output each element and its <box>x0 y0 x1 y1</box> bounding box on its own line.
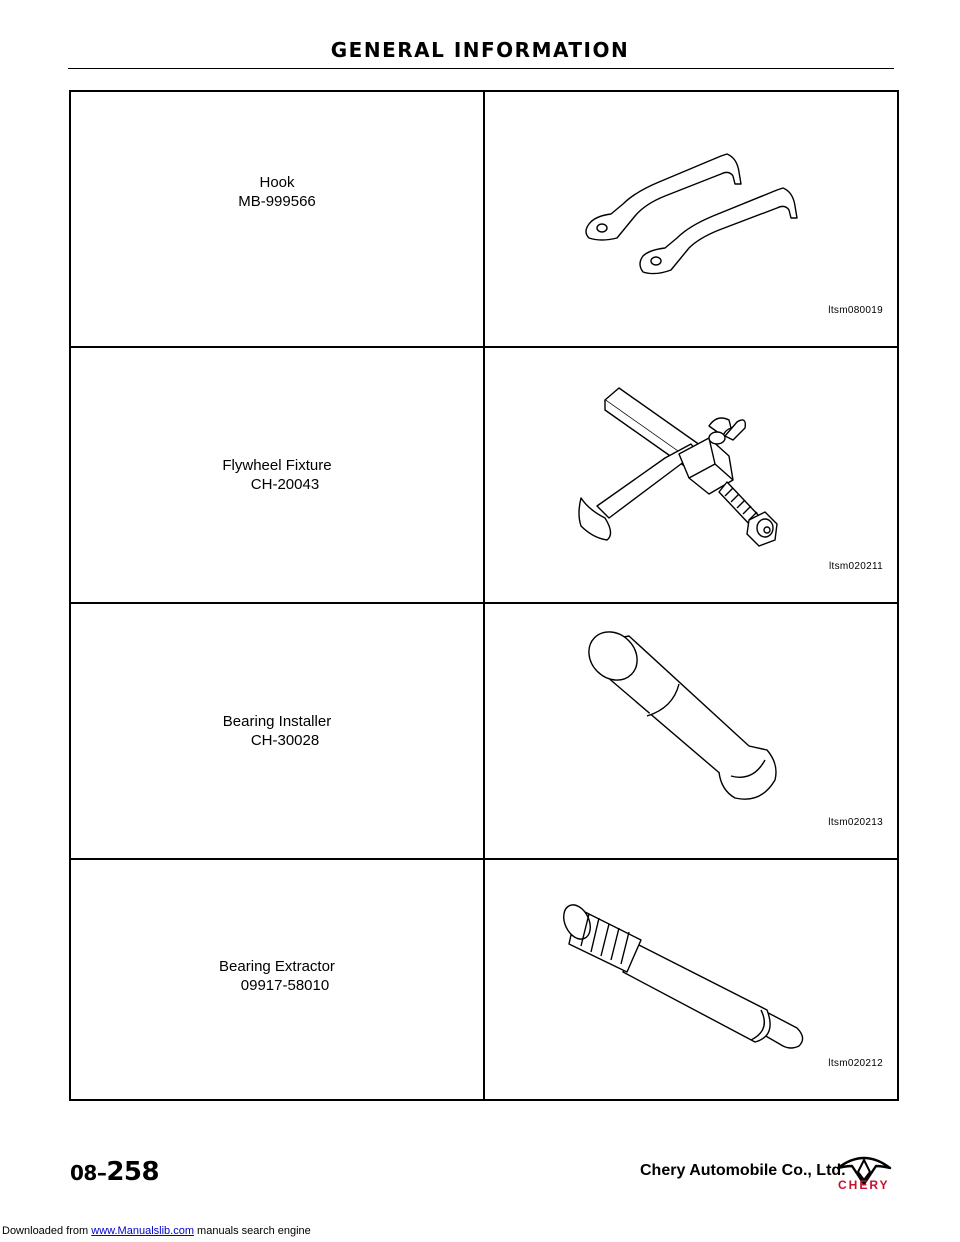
figure-id: ltsm080019 <box>828 305 883 316</box>
page-number <box>70 1157 159 1187</box>
chery-logo <box>832 1150 896 1199</box>
tool-label <box>219 957 335 995</box>
download-tagline: manuals search engine <box>197 1225 311 1237</box>
tool-image-cell <box>484 347 898 603</box>
tool-name-cell <box>70 603 484 859</box>
tool-name-cell <box>70 347 484 603</box>
title-divider <box>68 68 894 69</box>
tool-code: CH-20043 <box>250 476 320 493</box>
table-row <box>70 347 898 603</box>
tool-image-cell <box>484 603 898 859</box>
table-row <box>70 603 898 859</box>
download-prefix: Downloaded from <box>2 1225 89 1237</box>
special-tools-table <box>69 90 899 1101</box>
section-title: GENERAL INFORMATION <box>330 38 630 62</box>
tool-code: MB-999566 <box>238 193 316 210</box>
figure-id: ltsm020211 <box>829 561 883 572</box>
company-name: Chery Automobile Co., Ltd. <box>640 1162 846 1179</box>
tool-name-cell <box>70 859 484 1100</box>
tool-label <box>222 456 331 494</box>
tool-label <box>223 712 331 750</box>
download-note <box>2 1225 311 1237</box>
tool-image-cell <box>484 859 898 1100</box>
tool-name: Hook <box>259 174 295 191</box>
chapter-prefix: 08– <box>70 1161 107 1185</box>
table-row <box>70 91 898 347</box>
page-number-value: 258 <box>106 1157 160 1187</box>
figure-id: ltsm020212 <box>828 1058 883 1069</box>
tool-name-cell <box>70 91 484 347</box>
tool-code: CH-30028 <box>250 732 320 749</box>
tool-name: Flywheel Fixture <box>222 457 332 474</box>
manualslib-link[interactable]: www.Manualslib.com <box>91 1225 194 1237</box>
tool-name: Bearing Extractor <box>219 957 335 975</box>
table-row <box>70 859 898 1100</box>
tool-code: 09917-58010 <box>240 976 330 994</box>
tool-label <box>238 173 316 211</box>
tool-image-cell <box>484 91 898 347</box>
logo-wordmark: CHERY <box>838 1178 890 1192</box>
tool-name: Bearing Installer <box>222 713 332 730</box>
figure-id: ltsm020213 <box>828 817 883 828</box>
